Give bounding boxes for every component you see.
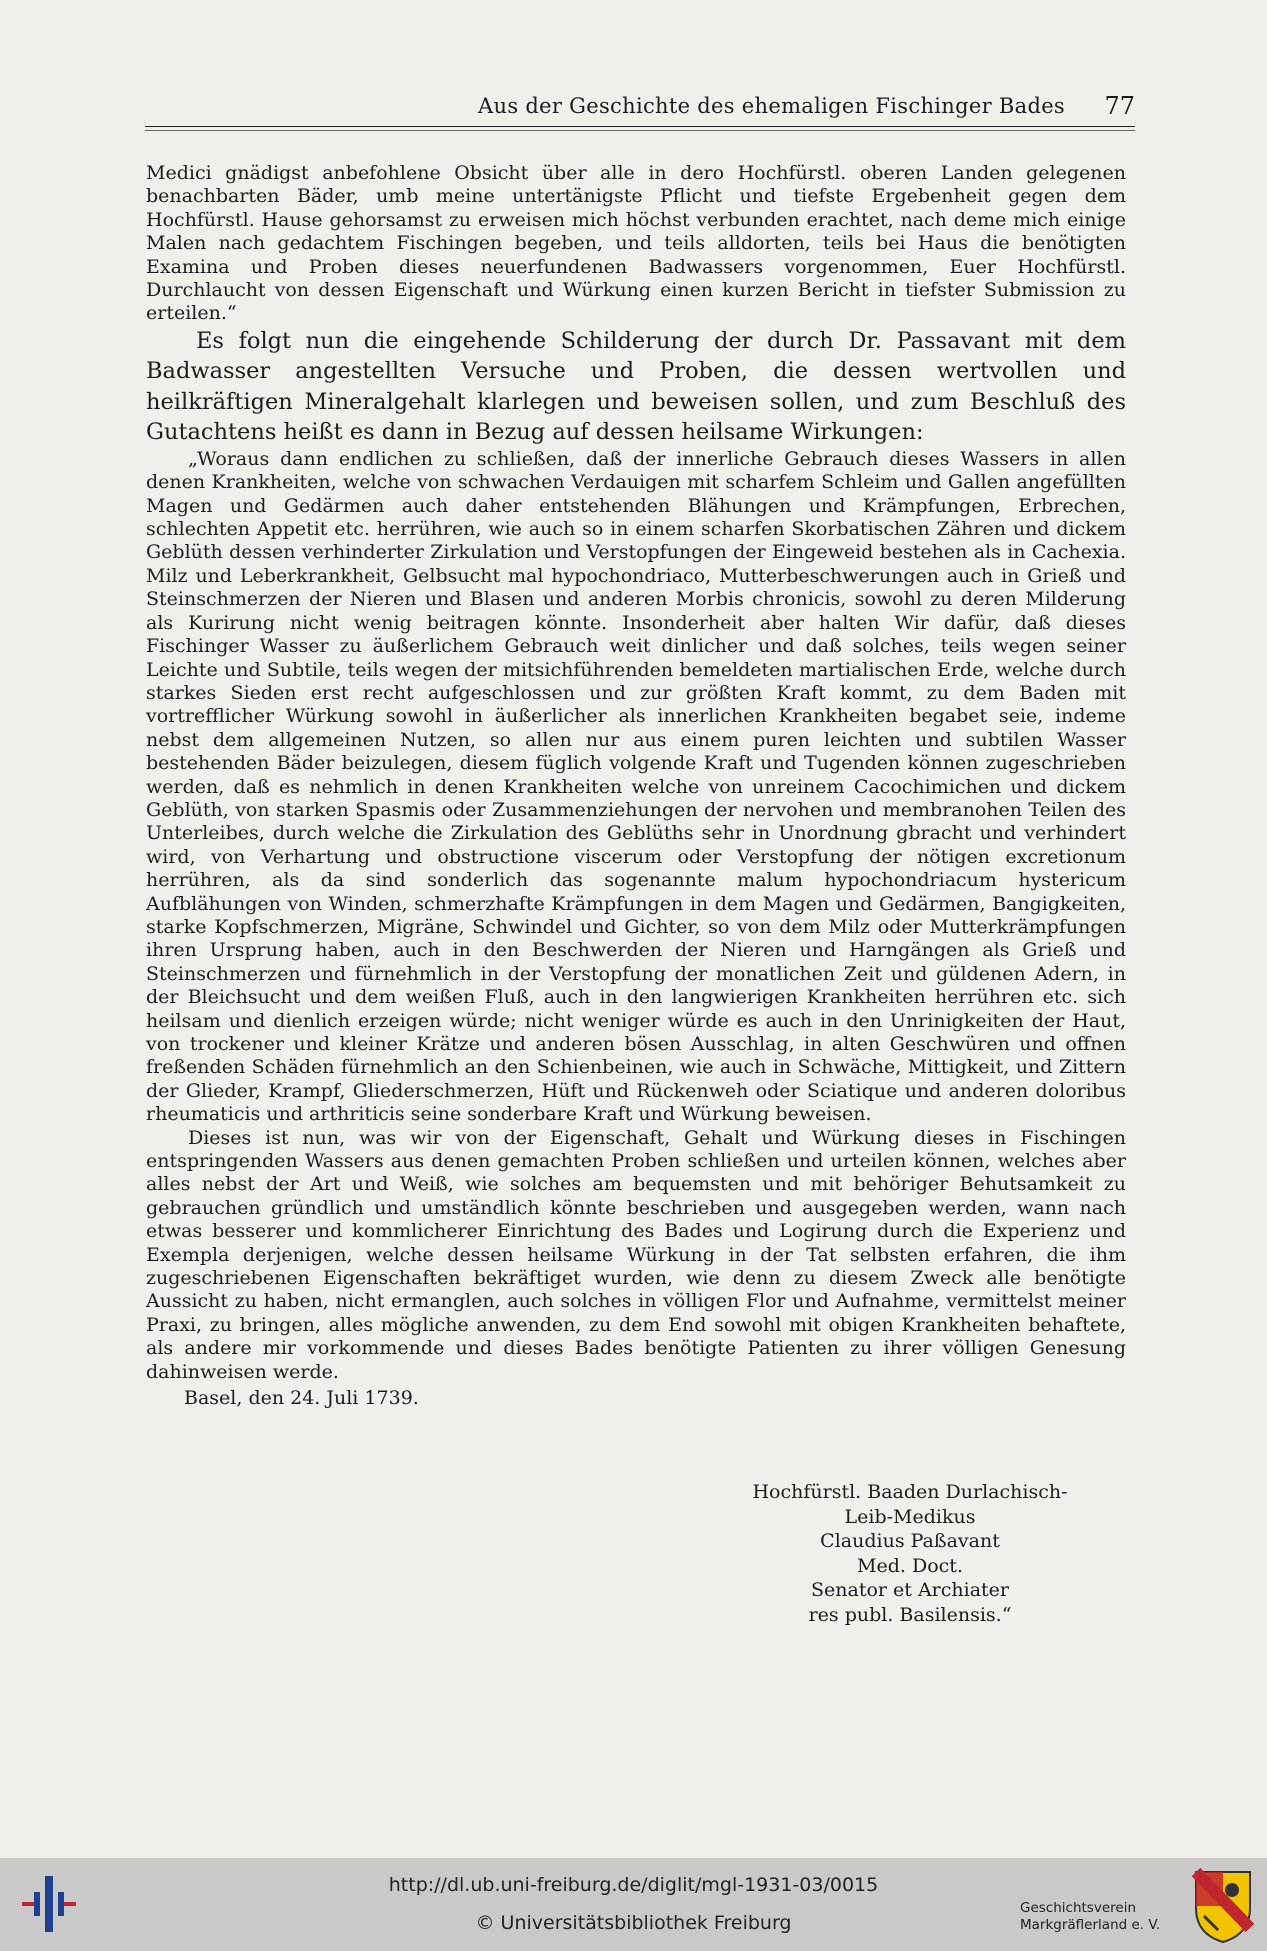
paragraph-2: Es folgt nun die eingehende Schilderung der durch Dr. Passavant mit dem Badwasser angestellten Versuche und Proben, die dessen wertvollen und heilkräftigen Mineralgehalt klarlegen und beweisen sollen, und zum Beschluß des Gutachtens heißt es dann in Bezug auf dessen heilsame Wirkungen: xyxy=(146,327,1126,446)
page-number: 77 xyxy=(1104,92,1135,120)
place-date: Basel, den 24. Juli 1739. xyxy=(184,1387,419,1410)
running-title: Aus der Geschichte des ehemaligen Fischinger Bades xyxy=(478,94,1065,118)
signature-line: Claudius Paßavant xyxy=(820,1530,1000,1553)
signature-line: Senator et Archiater xyxy=(811,1579,1009,1602)
society-name-line: Geschichtsverein xyxy=(1020,1900,1136,1916)
paragraph-1: Medici gnädigst anbefohlene Obsicht über alle in dero Hochfürstl. oberen Landen gelegenen benachbarten Bäder, umb meine untertänigste Pflicht und tiefste Ergebenheit gegen dem Hochfürstl. Hause gehorsamst zu erweisen mich höchst verbunden erachtet, nach deme mich einige Malen nach gedachtem Fischingen begeben, und teils alldorten, teils bei Haus die benötigten Examina und Proben dieses neuerfundenen Badwassers vorgenommen, Euer Hochfürstl. Durchlaucht von dessen Eigenschaft und Würkung einen kurzen Bericht in tiefster Submission zu erteilen.“ xyxy=(146,162,1126,325)
document-url-link[interactable]: http://dl.ub.uni-freiburg.de/diglit/mgl-1931-03/0015 xyxy=(388,1874,879,1896)
signature-block xyxy=(720,1480,1100,1628)
signature-line: Hochfürstl. Baaden Durlachisch- xyxy=(752,1481,1068,1503)
society-name-line: Markgräflerland e. V. xyxy=(1020,1917,1161,1933)
viewer-footer xyxy=(0,1858,1267,1951)
signature-line: Leib-Medikus xyxy=(844,1505,976,1528)
body-text xyxy=(146,162,1126,1410)
paragraph-4: Dieses ist nun, was wir von der Eigenschaft, Gehalt und Würkung dieses in Fischingen entspringenden Wassers aus denen gemachten Proben schließen und urteilen können, welches aber alles nebst der Art und Weiß, wie solches am bequemsten und mit behöriger Behutsamkeit zu gebrauchen gründlich und umständlich könnte beschrieben und ausgegeben werden, wann nach etwas besserer und kommlicherer Einrichtung des Bades und Logirung durch die Experienz und Exempla derjenigen, welche dessen heilsame Würkung in der Tat selbsten erfahren, die ihm zugeschriebenen Eigenschaften bekräftiget wurden, wie denn zu diesem Zweck alle benötigte Aussicht zu haben, nicht ermanglen, auch solches in völligen Flor und Aufnahme, vermittelst meiner Praxi, zu bringen, alles mögliche anwenden, zu dem End sowohl mit obigen Krankheiten behaftete, als andere mir vorkommende und dieses Bades benötigte Patienten zu ihrer völligen Genesung dahinweisen werde. xyxy=(146,1126,1126,1383)
signature-line: res publ. Basilensis.“ xyxy=(808,1603,1012,1626)
coat-of-arms-icon[interactable] xyxy=(1192,1868,1254,1944)
copyright-notice: © Universitätsbibliothek Freiburg xyxy=(475,1912,792,1934)
signature-line: Med. Doct. xyxy=(857,1554,963,1577)
quote-paragraph: „Woraus dann endlichen zu schließen, daß der innerliche Gebrauch dieses Wassers in allen denen Krankheiten, welche von schwachen Verdauigen mit scharfem Schleim und Gallen angefüllten Magen und Gedärmen auch daher entstehenden Blähungen und Krämpfungen, Erbrechen, schlechten Appetit etc. herrühren, wie auch so in einem scharfen Skorbatischen Zähren und dickem Geblüth dessen verhinderter Zirkulation und Verstopfungen der Eingeweid bestehen als in Cachexia. Milz und Leberkrankheit, Gelbsucht mal hypochondriaco, Mutterbeschwerungen auch in Grieß und Steinschmerzen der Nieren und Blasen und anderen Morbis chronicis, sowohl zu deren Milderung als Kurirung nicht wenig beitragen könnte. Insonderheit aber halten Wir dafür, daß dieses Fischinger Wasser zu äußerlichem Gebrauch weit dinlicher und daß solches, teils wegen seiner Leichte und Subtile, teils wegen der mitsichführenden bemeldeten martialischen Erde, welche durch starkes Sieden erst recht aufgeschlossen und zur größten Kraft kommt, zu dem Baden mit vortrefflicher Würkung sowohl in äußerlicher als innerlichen Krankheiten begabet seie, indeme nebst dem allgemeinen Nutzen, so allen nur aus einem puren leichten und subtilen Wasser bestehenden Bäder beizulegen, diesem füglich volgende Kraft und Tugenden können zugeschrieben werden, daß es nehmlich in denen Krankheiten welche von unreinem Cacochimichen und dickem Geblüth, von starken Spasmis oder Zusammenziehungen der nervohen und membranohen Teilen des Unterleibes, durch welche die Zirkulation des Geblüths sehr in Unordnung gbracht und verhindert wird, von Verhartung und obstructione viscerum oder Verstopfung der nötigen excretionum herrühren, als da sind sonderlich das sogenannte malum hypochondriacum hystericum Aufblähungen von Winden, schmerzhafte Krämpfungen in dem Magen und Gedärmen, Bangigkeiten, starke Kopfschmerzen, Migräne, Schwindel und Gichter, so von dem Milz oder Mutterkrämpfungen ihren Ursprung haben, auch in den Beschwerden der Nieren und Harngängen als Grieß und Steinschmerzen und fürnehmlich in der Verstopfung der monatlichen Zeit und güldenen Adern, in der Bleichsucht und dem weißen Fluß, auch in den langwierigen Krankheiten herrühren etc. sich heilsam und dienlich erzeigen würde; nicht weniger würde es auch in den Unrinigkeiten der Haut, von trockener und kleiner Krätze und anderen bösen Ausschlag, in alten Geschwüren und offnen freßenden Schäden fürnehmlich an den Schienbeinen, wie auch in Schwäche, Mittigkeit, und Zittern der Glieder, Krampf, Gliederschmerzen, Hüft und Rückenweh oder Sciatique und anderen doloribus rheumaticis und arthriticis seine sonderbare Kraft und Würkung beweisen. xyxy=(146,447,1126,1126)
header-rule-secondary xyxy=(145,130,1135,131)
society-name xyxy=(1020,1900,1190,1934)
header-rule xyxy=(145,126,1135,127)
